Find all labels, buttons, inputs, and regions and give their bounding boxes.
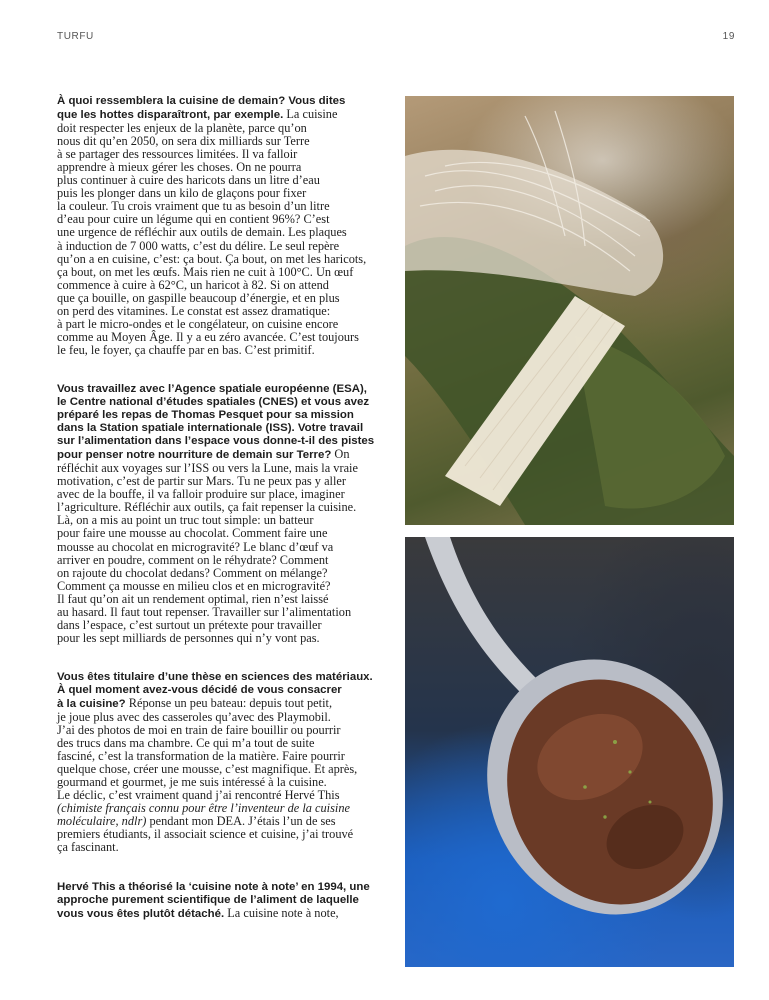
question-line: le Centre national d’études spatiales (CNES) et vous avez <box>57 395 370 408</box>
answer-line: je joue plus avec des casseroles qu’avec des Playmobil. <box>57 710 331 725</box>
answer-line: motivation, c’est de partir sur Mars. Tu ne peux pas y aller <box>57 474 346 489</box>
answer-line: mousse au chocolat en microgravité? Le blanc d’œuf va <box>57 539 334 554</box>
answer-line: premiers étudiants, il associait science et cuisine, j’ai trouvé <box>57 827 354 842</box>
question-line: dans la Station spatiale internationale (ISS). Votre travail <box>57 422 364 435</box>
answer-line: arriver en poudre, comment on le réhydrate? Comment <box>57 552 329 567</box>
question-line: Vous êtes titulaire d’une thèse en sciences des matériaux. <box>57 670 373 683</box>
answer-line: Il faut qu’on ait un rendement optimal, rien n’est laissé <box>57 591 329 606</box>
photo-rice-noodles <box>405 96 734 525</box>
answer-line: comme au Moyen Âge. Il y a eu zéro avancée. C’est toujours <box>57 329 359 344</box>
answer-line: nous dit qu’en 2050, on sera dix milliards sur Terre <box>57 134 310 149</box>
answer-line: dans l’espace, c’est surtout un prétexte pour travailler <box>57 617 322 632</box>
paragraph-space-food <box>57 383 393 645</box>
paragraph-note-by-note <box>57 881 393 921</box>
question-line: pour penser notre nourriture de demain sur Terre? <box>57 449 332 462</box>
page-number: 19 <box>722 31 735 42</box>
answer-line: d’eau pour cuire un légume qui en contient 96%? C’est <box>57 212 330 227</box>
answer-line: une urgence de réfléchir aux outils de demain. Les plaques <box>57 225 347 240</box>
answer-line: J’ai des photos de moi en train de faire bouillir ou pourrir <box>57 723 341 738</box>
answer-line: réfléchit aux voyages sur l’ISS ou vers la Lune, mais la vraie <box>57 461 358 476</box>
answer-line: avec de la bouffe, il va falloir produire sur place, imaginer <box>57 487 345 502</box>
paragraph-thesis <box>57 671 393 855</box>
answer-line: à induction de 7 000 watts, c’est du délire. Le seul repère <box>57 238 340 253</box>
answer-line: apprendre à mieux gérer les choses. On ne pourra <box>57 160 302 175</box>
answer-line: pour les sept milliards de personnes qui n’y vont pas. <box>57 630 320 645</box>
question-line: Vous travaillez avec l’Agence spatiale européenne (ESA), <box>57 382 367 395</box>
question-line: à la cuisine? <box>57 697 126 710</box>
answer-line: à part le micro-ondes et le congélateur, on cuisine encore <box>57 316 339 331</box>
answer-text: La cuisine note à note, <box>224 905 339 920</box>
answer-line: on rajoute du chocolat dedans? Comment on mélange? <box>57 565 328 580</box>
answer-line: des trucs dans ma chambre. Ce qui m’a tout de suite <box>57 736 315 751</box>
question-line: vous vous êtes plutôt détaché. <box>57 907 225 920</box>
answer-line: gourmand et gourmet, je me suis intéressé à la cuisine. <box>57 775 327 790</box>
question-line: Hervé This a théorisé la ‘cuisine note à note’ en 1994, une <box>57 880 370 893</box>
editor-note-line: moléculaire, ndlr) <box>57 814 147 829</box>
editor-note-line: (chimiste français connu pour être l’inventeur de la cuisine <box>57 801 350 816</box>
question-line: que les hottes disparaîtront, par exemple. <box>57 109 284 122</box>
answer-text: pendant mon DEA. J’étais l’un de ses <box>146 814 336 829</box>
answer-line: Le déclic, c’est vraiment quand j’ai rencontré Hervé This <box>57 788 340 803</box>
answer-line: au hasard. Il faut tout repenser. Travailler sur l’alimentation <box>57 604 352 619</box>
question-line: approche purement scientifique de l’aliment de laquelle <box>57 893 359 906</box>
answer-line: pour faire une mousse au chocolat. Comment faire une <box>57 526 328 541</box>
paragraph-future-kitchen <box>57 95 393 357</box>
answer-line: l’agriculture. Réfléchir aux outils, ça fait repenser la cuisine. <box>57 500 357 515</box>
answer-line: plus continuer à cuire des haricots dans un litre d’eau <box>57 173 320 188</box>
answer-line: commence à cuire à 62°C, un haricot à 82. Si on attend <box>57 277 329 292</box>
answer-line: Là, on a mis au point un truc tout simple: un batteur <box>57 513 314 528</box>
answer-line: que ça bouille, on gaspille beaucoup d’énergie, et en plus <box>57 290 340 305</box>
answer-line: ça bout, on met les œufs. Mais rien ne cuit à 100°C. Un œuf <box>57 264 354 279</box>
photo-chocolate-mousse-art <box>405 537 734 967</box>
answer-line: la couleur. Tu crois vraiment que tu as besoin d’un litre <box>57 199 330 214</box>
answer-line: on perd des vitamines. Le constat est assez dramatique: <box>57 303 331 318</box>
answer-line: le feu, le foyer, ça chauffe par en bas. C’est primitif. <box>57 342 315 357</box>
answer-line: à se partager des ressources limitées. Il va falloir <box>57 147 298 162</box>
answer-line: Comment ça mousse en milieu clos et en microgravité? <box>57 578 331 593</box>
answer-text: Réponse un peu bateau: depuis tout petit, <box>125 695 333 710</box>
answer-line: puis les plonger dans un kilo de glaçons pour fixer <box>57 186 307 201</box>
answer-text: On <box>331 447 350 462</box>
photo-rice-noodles-art <box>405 96 734 525</box>
answer-line: quelque chose, créer une mousse, c’est magnifique. Et après, <box>57 762 358 777</box>
answer-line: doit respecter les enjeux de la planète, parce qu’on <box>57 121 307 136</box>
answer-line: ça fascinant. <box>57 840 119 855</box>
section-label: TURFU <box>57 31 94 42</box>
article-column <box>57 95 393 947</box>
answer-line: qu’on a en cuisine, c’est: ça bout. Ça bout, on met les haricots, <box>57 251 367 266</box>
question-line: préparé les repas de Thomas Pesquet pour sa mission <box>57 409 354 422</box>
question-line: sur l’alimentation dans l’espace vous donne-t-il des pistes <box>57 435 375 448</box>
question-line: À quel moment avez-vous décidé de vous consacrer <box>57 683 342 696</box>
answer-text: La cuisine <box>283 107 338 122</box>
photo-chocolate-mousse <box>405 537 734 967</box>
answer-line: fasciné, c’est la transformation de la matière. Faire pourrir <box>57 749 345 764</box>
question-line: À quoi ressemblera la cuisine de demain? Vous dites <box>57 95 346 107</box>
